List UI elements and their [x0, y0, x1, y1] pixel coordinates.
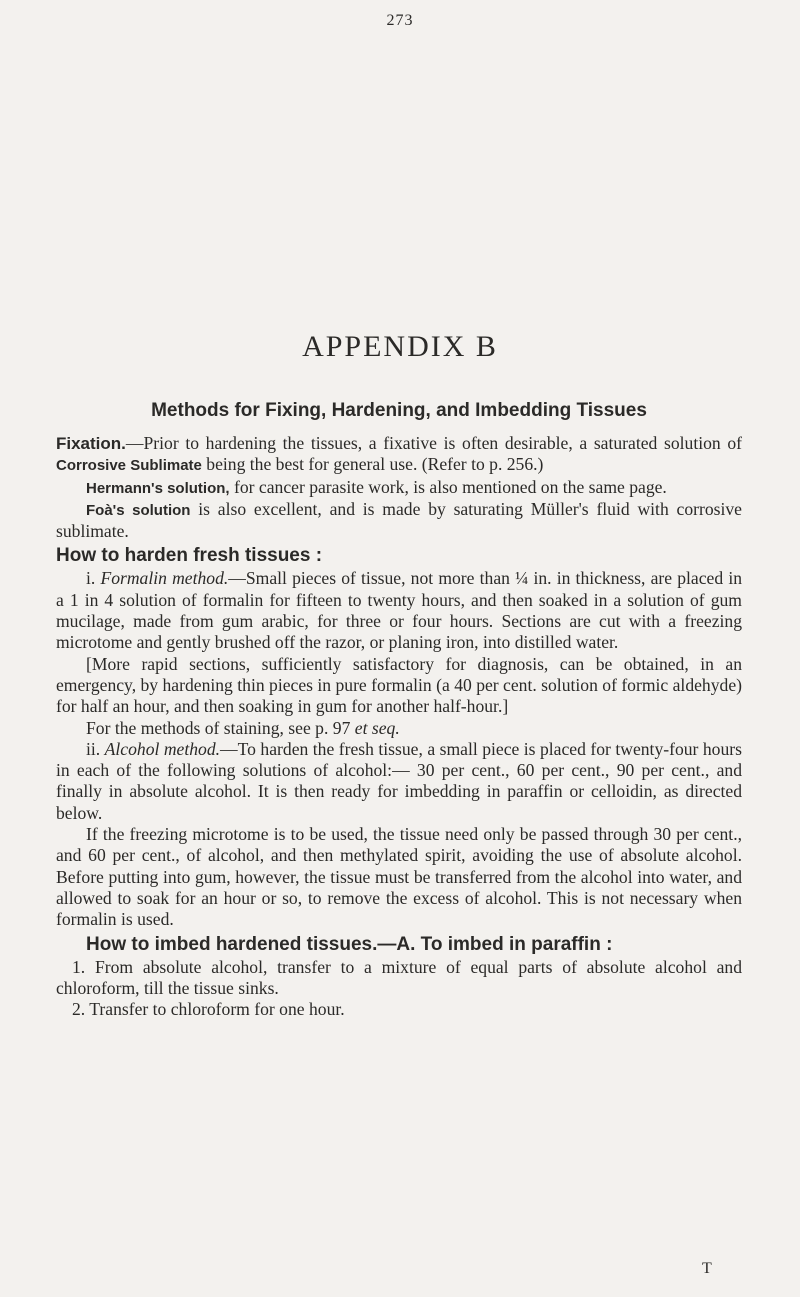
formalin-prefix: i. [86, 568, 101, 589]
section-subtitle: Methods for Fixing, Hardening, and Imbedding Tissues [151, 400, 647, 421]
staining-text: For the methods of staining, see p. 97 [86, 717, 355, 738]
formalin-text: —Small pieces of tissue, not more than ¼ in. in thickness, are placed in a 1 in 4 solution of formalin for fifteen to twenty hours, and then soaked in a solution of gum mucilage, made from gum arabic, for three or four hours. Sections are cut with a freezing microtome and gently brushed off the razor, or planing iron, into distilled water. [56, 568, 742, 653]
signature-mark: T [702, 1260, 712, 1277]
staining-reference [56, 718, 742, 739]
alcohol-text: —To harden the fresh tissue, a small piece is placed for twenty-four hours in each of the following solutions of alcohol:— 30 per cent., 60 per cent., 90 per cent., and finally in absolute alcohol. It is then ready for imbedding in paraffin or celloidin, as directed below. [56, 738, 742, 823]
fixation-paragraph [56, 433, 742, 477]
alcohol-prefix: ii. [86, 738, 105, 759]
foa-text: is also excellent, and is made by saturating Müller's fluid with corrosive sublimate. [56, 498, 742, 542]
foa-paragraph [56, 499, 742, 543]
fixation-label: Fixation. [56, 434, 126, 453]
alcohol-paragraph [56, 739, 742, 824]
fixation-reagent: Corrosive Sublimate [56, 457, 202, 475]
alcohol-title: Alcohol method. [104, 738, 221, 759]
formalin-title: Formalin method. [100, 568, 229, 589]
imbed-heading-sub: —A. To imbed in paraffin : [377, 933, 613, 955]
page-body [56, 398, 742, 1020]
fixation-text-a: —Prior to hardening the tissues, a fixative is often desirable, a saturated solution of [125, 433, 742, 453]
hermann-text: for cancer parasite work, is also mentioned on the same page. [229, 476, 667, 497]
imbed-heading [56, 933, 742, 957]
imbed-step: 1. From absolute alcohol, transfer to a mixture of equal parts of absolute alcohol and chloroform, till the tissue sinks. [56, 956, 742, 998]
imbed-step: 2. Transfer to chloroform for one hour. [72, 999, 345, 1020]
foa-label: Foà's solution [86, 501, 191, 519]
hermann-paragraph [56, 477, 742, 499]
hermann-label: Hermann's solution, [86, 479, 230, 497]
fixation-text-b: being the best for general use. (Refer to p. 256.) [201, 454, 544, 475]
imbed-heading-main: How to imbed hardened tissues. [86, 933, 378, 955]
harden-heading: How to harden fresh tissues : [56, 545, 323, 567]
formalin-paragraph [56, 568, 742, 653]
staining-etseq: et seq. [354, 717, 400, 738]
appendix-title: APPENDIX B [302, 330, 498, 363]
freezing-note: If the freezing microtome is to be used, the tissue need only be passed through 30 per cent., and 60 per cent., of alcohol, and then methylated spirit, avoiding the use of absolute alcohol. Before putting into gum, however, the tissue must be transferred from the alcohol into water, and allowed to soak for an hour or so, to remove the excess of alcohol. This is not necessary when formalin is used. [56, 824, 742, 930]
rapid-sections-note: [More rapid sections, sufficiently satisfactory for diagnosis, can be obtained, in an emergency, by hardening thin pieces in pure formalin (a 40 per cent. solution of formic aldehyde) for half an hour, and then soaking in gum for another half-hour.] [56, 653, 742, 717]
page-number: 273 [386, 12, 414, 29]
